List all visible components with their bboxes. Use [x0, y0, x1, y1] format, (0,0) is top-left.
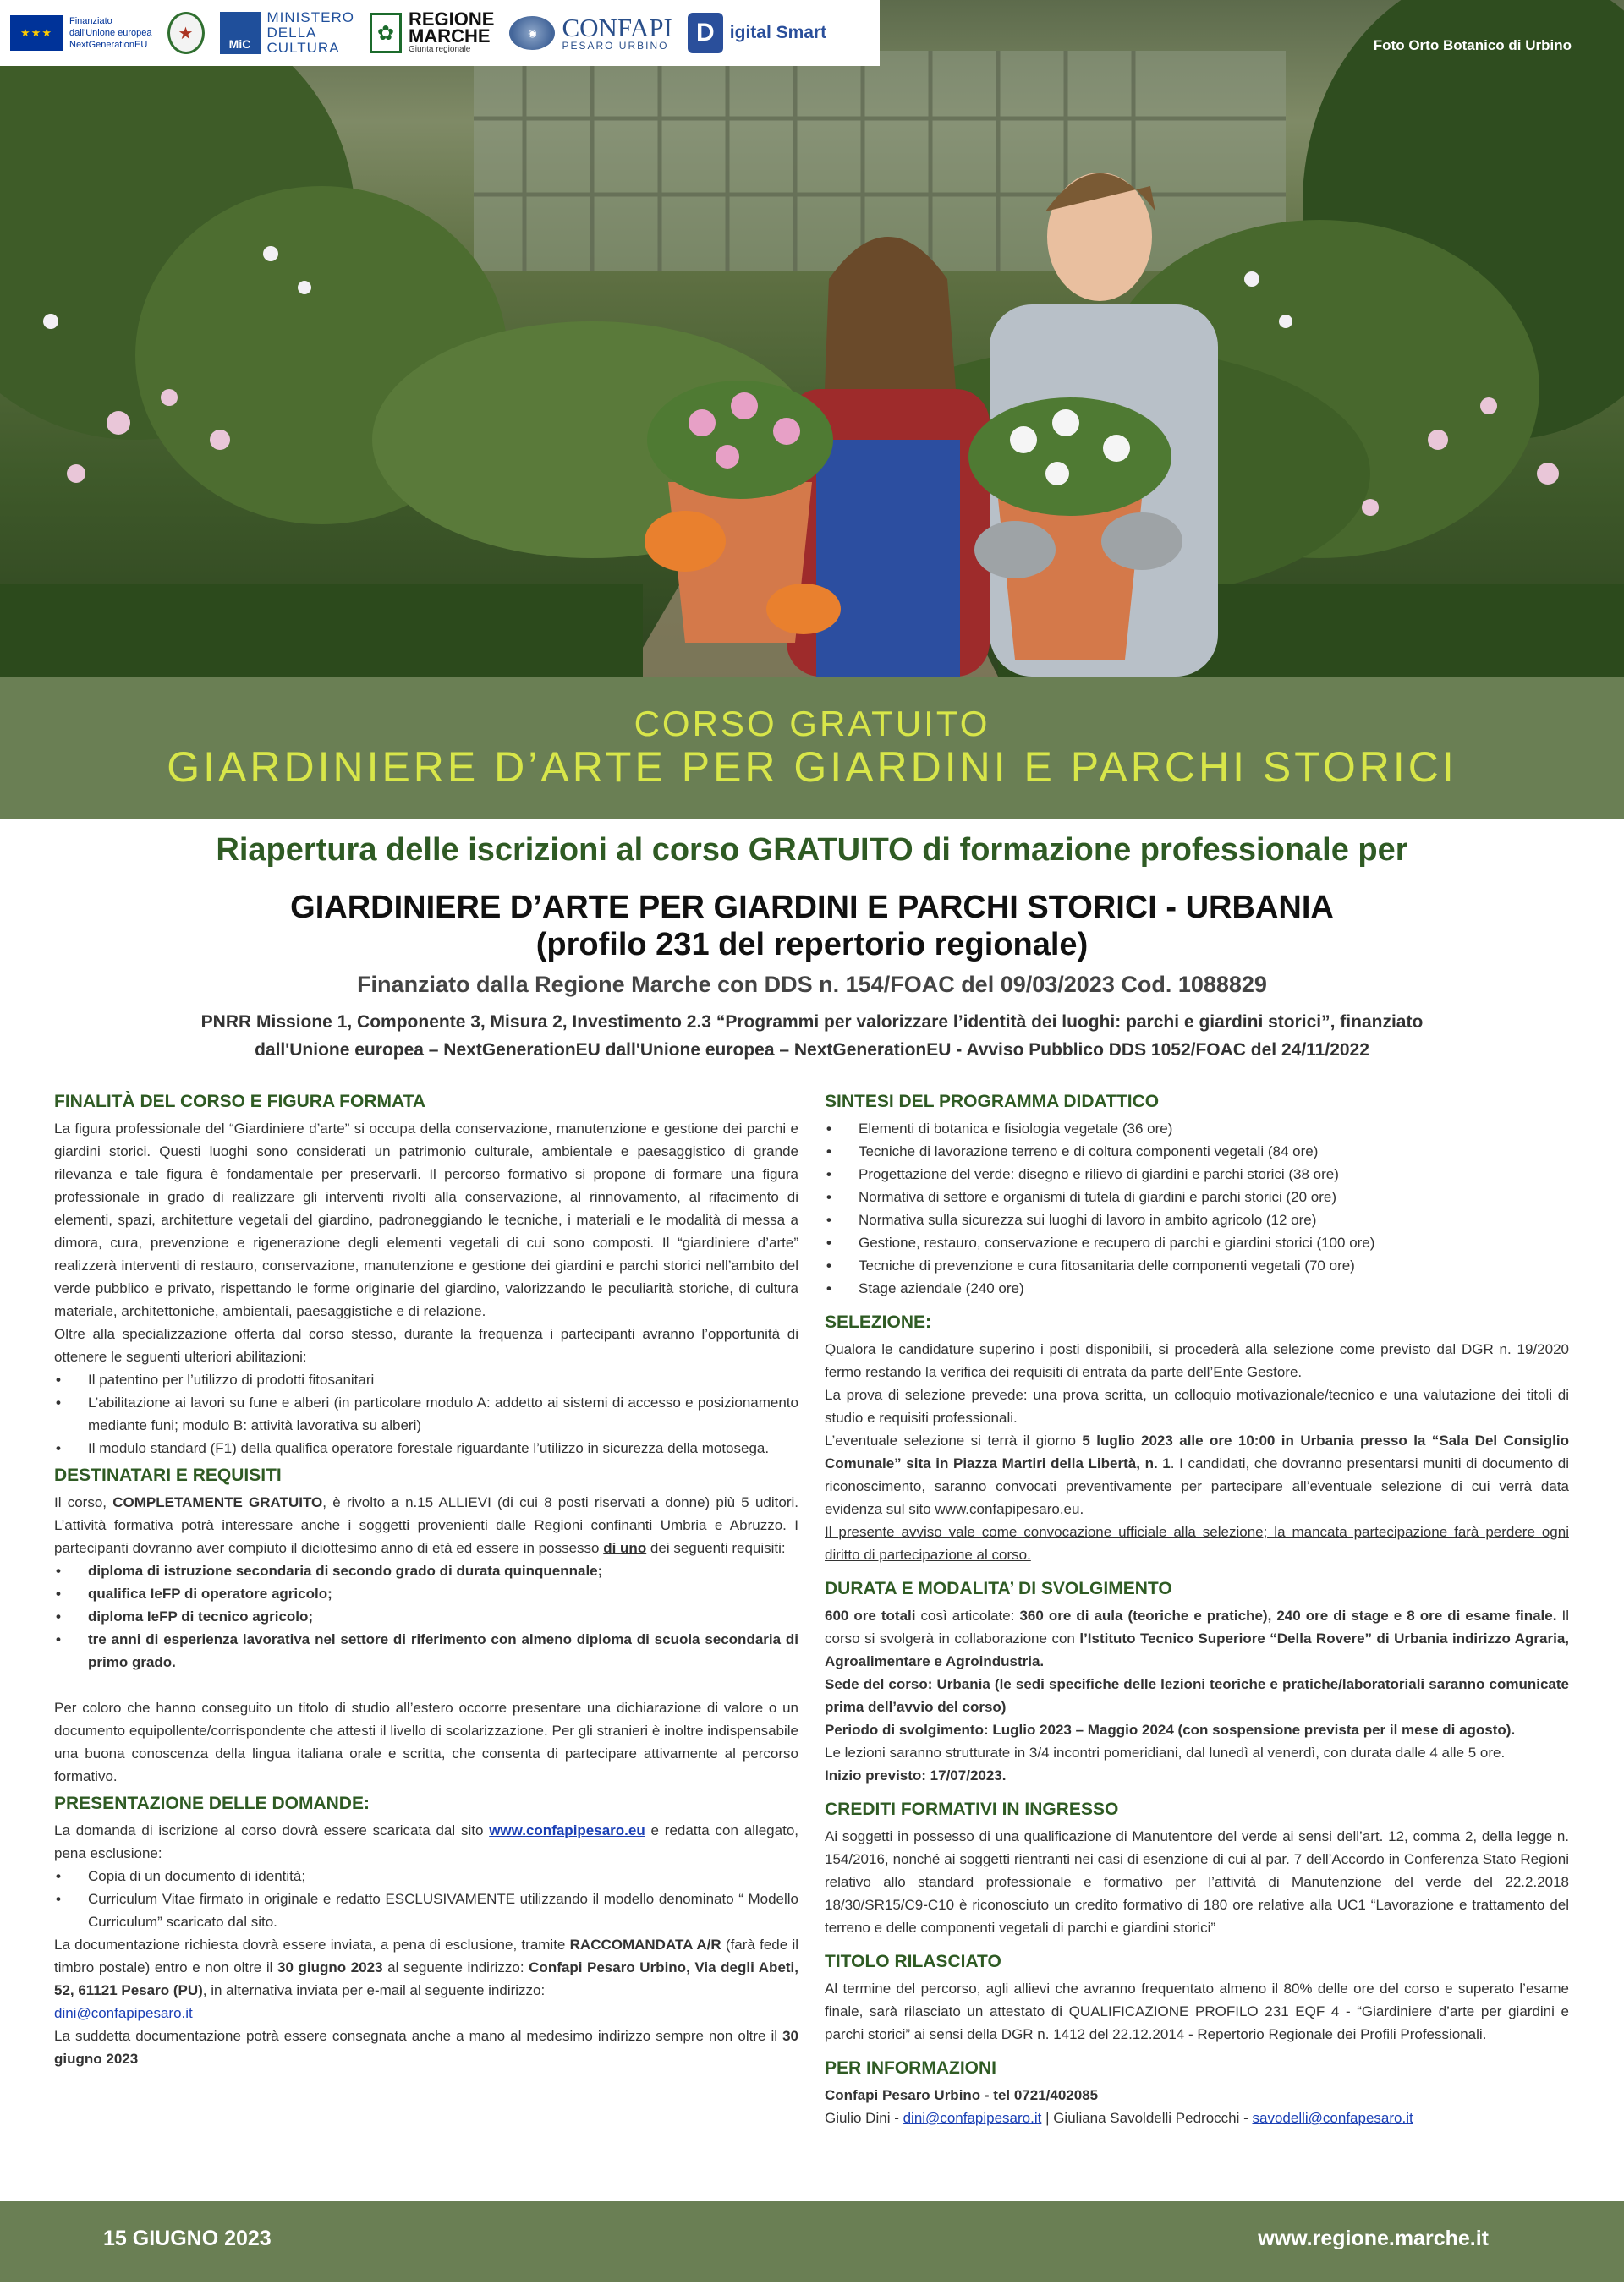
pnrr-line1: PNRR Missione 1, Componente 3, Misura 2, Investimento 2.3 “Programmi per valorizzare l’identità dei luoghi: parchi e giardini storici”, finanziato	[200, 1012, 1424, 1032]
regione-marche-logo	[370, 7, 494, 59]
marche-line2: MARCHE	[408, 25, 491, 47]
banner-course-title: GIARDINIERE D’ARTE PER GIARDINI E PARCHI STORICI	[167, 743, 1457, 791]
confapi-globe-icon: ◉	[509, 16, 555, 50]
section-title-titolo: TITOLO RILASCIATO	[825, 1952, 1001, 1971]
selezione-p3: L’eventuale selezione si terrà il giorno 5 luglio 2023 alle ore 10:00 in Urbania presso la “Sala Del Consiglio Comunale” sita in Piazza Martiri della Libertà, n. 1. I candidati, che dovranno presentarsi muniti di documento di riconoscimento, saranno convocati preventivamente per partecipare all’eventuale selezione di cui verrà data evidenza sul sito www.confapipesaro.eu.	[825, 1433, 1569, 1517]
abilitazioni-list	[54, 1368, 798, 1460]
pnrr-line2: dall'Unione europea – NextGenerationEU dall'Unione europea – NextGenerationEU - Avviso Pubblico DDS 1052/FOAC del 24/11/2022	[255, 1040, 1369, 1060]
list-item: • Copia di un documento di identità;	[54, 1865, 798, 1888]
durata-lezioni: Le lezioni saranno strutturate in 3/4 incontri pomeridiani, dal lunedì al venerdì, con durata dalle 4 alle 5 ore.	[825, 1745, 1506, 1761]
durata-inizio: Inizio previsto: 17/07/2023.	[825, 1767, 1007, 1784]
list-item: • Progettazione del verde: disegno e rilievo di giardini e parchi storici (38 ore)	[825, 1163, 1569, 1186]
list-item: • Il patentino per l’utilizzo di prodotti fitosanitari	[54, 1368, 798, 1391]
allegati-list	[54, 1865, 798, 1933]
logo-bar	[0, 0, 880, 66]
digital-smart-text: igital Smart	[729, 23, 827, 42]
crediti-paragraph: Ai soggetti in possesso di una qualificazione di Manutentore del verde ai sensi dell’art. 12, comma 2, della legge n. 154/2016, nonché ai soggetti rientranti nei casi di esenzione di cui al par. 7 dell’Accordo in Conferenza Stato Regioni relativo allo standard professionale e formativo per l’attività di Manutenzione del verde del 22.2.2018 18/30/SR15/C9-C10 è riconosciuto un credito formativo di 180 ore relative alla UC1 “Lavorazione e trattamento del terreno e delle componenti vegetali di parchi e giardini storici”	[825, 1828, 1569, 1936]
list-item: • Normativa di settore e organismi di tutela di giardini e parchi storici (20 ore)	[825, 1186, 1569, 1208]
info-org: Confapi Pesaro Urbino - tel 0721/402085	[825, 2087, 1099, 2103]
selezione-convocazione: Il presente avviso vale come convocazione ufficiale alla selezione; la mancata partecipazione farà perdere ogni diritto di partecipazione al corso.	[825, 1524, 1569, 1563]
finalita-abilitazioni-intro: Oltre alla specializzazione offerta dal corso stesso, durante la frequenza i partecipanti avranno l’opportunità di ottenere le seguenti ulteriori abilitazioni:	[54, 1326, 798, 1365]
invio-paragraph: La documentazione richiesta dovrà essere inviata, a pena di esclusione, tramite RACCOMANDATA A/R (farà fede il timbro postale) entro e non oltre il 30 giugno 2023 al seguente indirizzo: Confapi Pesaro Urbino, Via degli Abeti, 52, 61121 Pesaro (PU), in alternativa inviata per e-mail al seguente indirizzo:	[54, 1937, 799, 1998]
list-item: • qualifica IeFP di operatore agricolo;	[54, 1582, 798, 1605]
confapi-logo	[509, 7, 672, 59]
list-item: • Tecniche di lavorazione terreno e di coltura componenti vegetali (84 ore)	[825, 1140, 1569, 1163]
titolo-paragraph: Al termine del percorso, agli allievi che avranno frequentato almeno il 80% delle ore del corso e superato l’esame finale, sarà rilasciato un attestato di QUALIFICAZIONE PROFILO 231 EQF 4 - “Giardiniere d’arte per giardini e parchi storici” ai sensi della DGR n. 1412 del 22.12.2014 - Repertorio Regionale dei Profili Professionali.	[825, 1981, 1569, 2042]
digital-smart-logo	[688, 7, 826, 59]
course-title: GIARDINIERE D’ARTE PER GIARDINI E PARCHI STORICI - URBANIA	[290, 890, 1334, 925]
requisiti-list	[54, 1559, 798, 1674]
eu-flag-icon: ★★★	[10, 15, 63, 51]
left-column	[54, 1086, 798, 2070]
marche-emblem-icon: ✿	[370, 13, 402, 53]
section-title-selezione: SELEZIONE:	[825, 1312, 932, 1332]
destinatari-paragraph: Il corso, COMPLETAMENTE GRATUITO, è rivolto a n.15 ALLIEVI (di cui 8 posti riservati a donne) più 5 uditori. L’attività formativa potrà interessare anche i soggetti provenienti dalle Regioni confinanti Umbria e Abruzzo. I partecipanti dovranno aver compiuto il diciottesimo anno di età ed essere in possesso di uno dei seguenti requisiti:	[54, 1494, 798, 1556]
confapi-name: CONFAPI	[562, 12, 672, 42]
list-item: • diploma IeFP di tecnico agricolo;	[54, 1605, 798, 1628]
funding-line: Finanziato dalla Regione Marche con DDS n. 154/FOAC del 09/03/2023 Cod. 1088829	[357, 972, 1267, 997]
section-title-finalita: FINALITÀ DEL CORSO E FIGURA FORMATA	[54, 1092, 426, 1111]
confapi-sub: PESARO URBINO	[562, 39, 669, 52]
pnrr-line	[0, 1008, 1624, 1064]
footer-bar	[0, 2201, 1624, 2282]
programma-list	[825, 1117, 1569, 1300]
selezione-p2: La prova di selezione prevede: una prova scritta, un colloquio motivazionale/tecnico e una valutazione dei titoli di studio e requisiti professionali.	[825, 1387, 1569, 1426]
announcement-header	[0, 822, 1624, 1064]
section-title-presentazione: PRESENTAZIONE DELLE DOMANDE:	[54, 1794, 370, 1813]
banner-course-free: CORSO GRATUITO	[634, 704, 990, 743]
eu-logo-line3: NextGenerationEU	[69, 40, 148, 50]
mic-line1: MINISTERO	[266, 9, 354, 25]
info-contacts: Giulio Dini - dini@confapipesaro.it | Giuliana Savoldelli Pedrocchi - savodelli@confapesaro.it	[825, 2110, 1413, 2126]
mic-line3: CULTURA	[266, 40, 340, 56]
hero-photo	[0, 0, 1624, 677]
republic-star-icon: ★	[167, 12, 205, 54]
section-title-info: PER INFORMAZIONI	[825, 2058, 996, 2078]
list-item: • Tecniche di prevenzione e cura fitosanitaria delle componenti vegetali (70 ore)	[825, 1254, 1569, 1277]
list-item: • diploma di istruzione secondaria di secondo grado di durata quinquennale;	[54, 1559, 798, 1582]
presentazione-paragraph: La domanda di iscrizione al corso dovrà essere scaricata dal sito www.confapipesaro.eu e redatta con allegato, pena esclusione:	[54, 1822, 798, 1861]
section-title-durata: DURATA E MODALITA’ DI SVOLGIMENTO	[825, 1579, 1172, 1598]
list-item: • Curriculum Vitae firmato in originale e redatto ESCLUSIVAMENTE utilizzando il modello denominato “ Modello Curriculum” scaricato dal sito.	[54, 1888, 798, 1933]
email-link-dini-info[interactable]: dini@confapipesaro.it	[903, 2110, 1042, 2126]
section-title-destinatari: DESTINATARI E REQUISITI	[54, 1466, 282, 1485]
mic-box: MiC	[220, 12, 261, 54]
durata-sede: Sede del corso: Urbania (le sedi specifiche delle lezioni teoriche e pratiche/laboratoriali saranno comunicate prima dell’avvio del corso)	[825, 1676, 1569, 1715]
email-link-savoldelli[interactable]: savodelli@confapesaro.it	[1252, 2110, 1413, 2126]
footer-website-link[interactable]: www.regione.marche.it	[1258, 2227, 1489, 2250]
title-banner	[0, 677, 1624, 819]
eu-logo	[10, 7, 152, 59]
eu-logo-line1: Finanziato	[69, 16, 112, 26]
list-item: • L’abilitazione ai lavori su fune e alberi (in particolare modulo A: addetto ai sistemi di accesso e posizionamento mediante funi; modulo B: attività lavorativa su alberi)	[54, 1391, 798, 1437]
photo-credit: Foto Orto Botanico di Urbino	[1373, 37, 1572, 53]
digital-smart-mark: D	[688, 13, 723, 53]
confapi-website-link[interactable]: www.confapipesaro.eu	[489, 1822, 645, 1838]
mic-line2: DELLA	[266, 25, 317, 41]
list-item: • tre anni di esperienza lavorativa nel settore di riferimento con almeno diploma di scuola secondaria di primo grado.	[54, 1628, 798, 1674]
footer-date: 15 GIUGNO 2023	[103, 2227, 272, 2250]
list-item: • Normativa sulla sicurezza sui luoghi di lavoro in ambito agricolo (12 ore)	[825, 1208, 1569, 1231]
list-item: • Elementi di botanica e fisiologia vegetale (36 ore)	[825, 1117, 1569, 1140]
section-title-sintesi: SINTESI DEL PROGRAMMA DIDATTICO	[825, 1092, 1160, 1111]
mic-logo	[220, 7, 354, 59]
italian-republic-emblem	[167, 7, 205, 59]
garden-illustration	[0, 0, 1624, 677]
marche-line1: REGIONE	[408, 8, 495, 30]
eu-logo-line2: dall'Unione europea	[69, 28, 152, 38]
durata-periodo: Periodo di svolgimento: Luglio 2023 – Maggio 2024 (con sospensione prevista per il mese di agosto).	[825, 1722, 1516, 1738]
stranieri-paragraph: Per coloro che hanno conseguito un titolo di studio all’estero occorre presentare una dichiarazione di valore o un documento equipollente/corrispondente che attesti il livello di scolarizzazione. Per gli stranieri è inoltre indispensabile una buona conoscenza della lingua italiana orale e scritta, che consenta di partecipare attivamente al percorso formativo.	[54, 1700, 798, 1784]
list-item: • Stage aziendale (240 ore)	[825, 1277, 1569, 1300]
marche-line3: Giunta regionale	[408, 45, 471, 54]
list-item: • Il modulo standard (F1) della qualifica operatore forestale riguardante l’utilizzo in sicurezza della motosega.	[54, 1437, 798, 1460]
right-column	[825, 1086, 1569, 2129]
durata-p1: 600 ore totali così articolate: 360 ore di aula (teoriche e pratiche), 240 ore di stage e 8 ore di esame finale. Il corso si svolgerà in collaborazione con l’Istituto Tecnico Superiore “Della Rovere” di Urbania indirizzo Agraria, Agroalimentare e Agroindustria.	[825, 1608, 1569, 1669]
email-link-dini[interactable]: dini@confapipesaro.it	[54, 2005, 193, 2021]
intro-heading: Riapertura delle iscrizioni al corso GRATUITO di formazione professionale per	[216, 832, 1408, 868]
finalita-paragraph: La figura professionale del “Giardiniere d’arte” si occupa della conservazione, manutenzione e gestione dei parchi e giardini storici. Questi luoghi sono considerati un patrimonio culturale, ambientale e paesaggistico di grande rilevanza e tale figura è fondamentale per preservarli. Il percorso formativo si propone di formare una figura professionale in grado di realizzare gli interventi rivolti alla conservazione, al rinnovamento, al rifacimento di elementi, spazi, architetture vegetali del giardino, padroneggiando le tecniche, i materiali e le modalità di messa a dimora, cura, prevenzione e rigenerazione degli elementi vegetali di cui sono composti. Il “giardiniere d’arte” realizzerà interventi di restauro, conservazione, manutenzione e gestione dei giardini e parchi storici nell’ambito del verde pubblico e privato, rispettando le forme originarie del giardino, valorizzando le peculiarità storiche, di cultura materiale, architettoniche, ambientali, paesaggistiche e di relazione.	[54, 1121, 798, 1319]
selezione-p1: Qualora le candidature superino i posti disponibili, si procederà alla selezione come previsto dal DGR n. 19/2020 fermo restando la verifica dei requisiti di entrata da parte dell’Ente Gestore.	[825, 1341, 1569, 1380]
course-profile: (profilo 231 del repertorio regionale)	[535, 927, 1089, 962]
consegna-paragraph: La suddetta documentazione potrà essere consegnata anche a mano al medesimo indirizzo sempre non oltre il 30 giugno 2023	[54, 2028, 798, 2067]
section-title-crediti: CREDITI FORMATIVI IN INGRESSO	[825, 1800, 1119, 1819]
list-item: • Gestione, restauro, conservazione e recupero di parchi e giardini storici (100 ore)	[825, 1231, 1569, 1254]
